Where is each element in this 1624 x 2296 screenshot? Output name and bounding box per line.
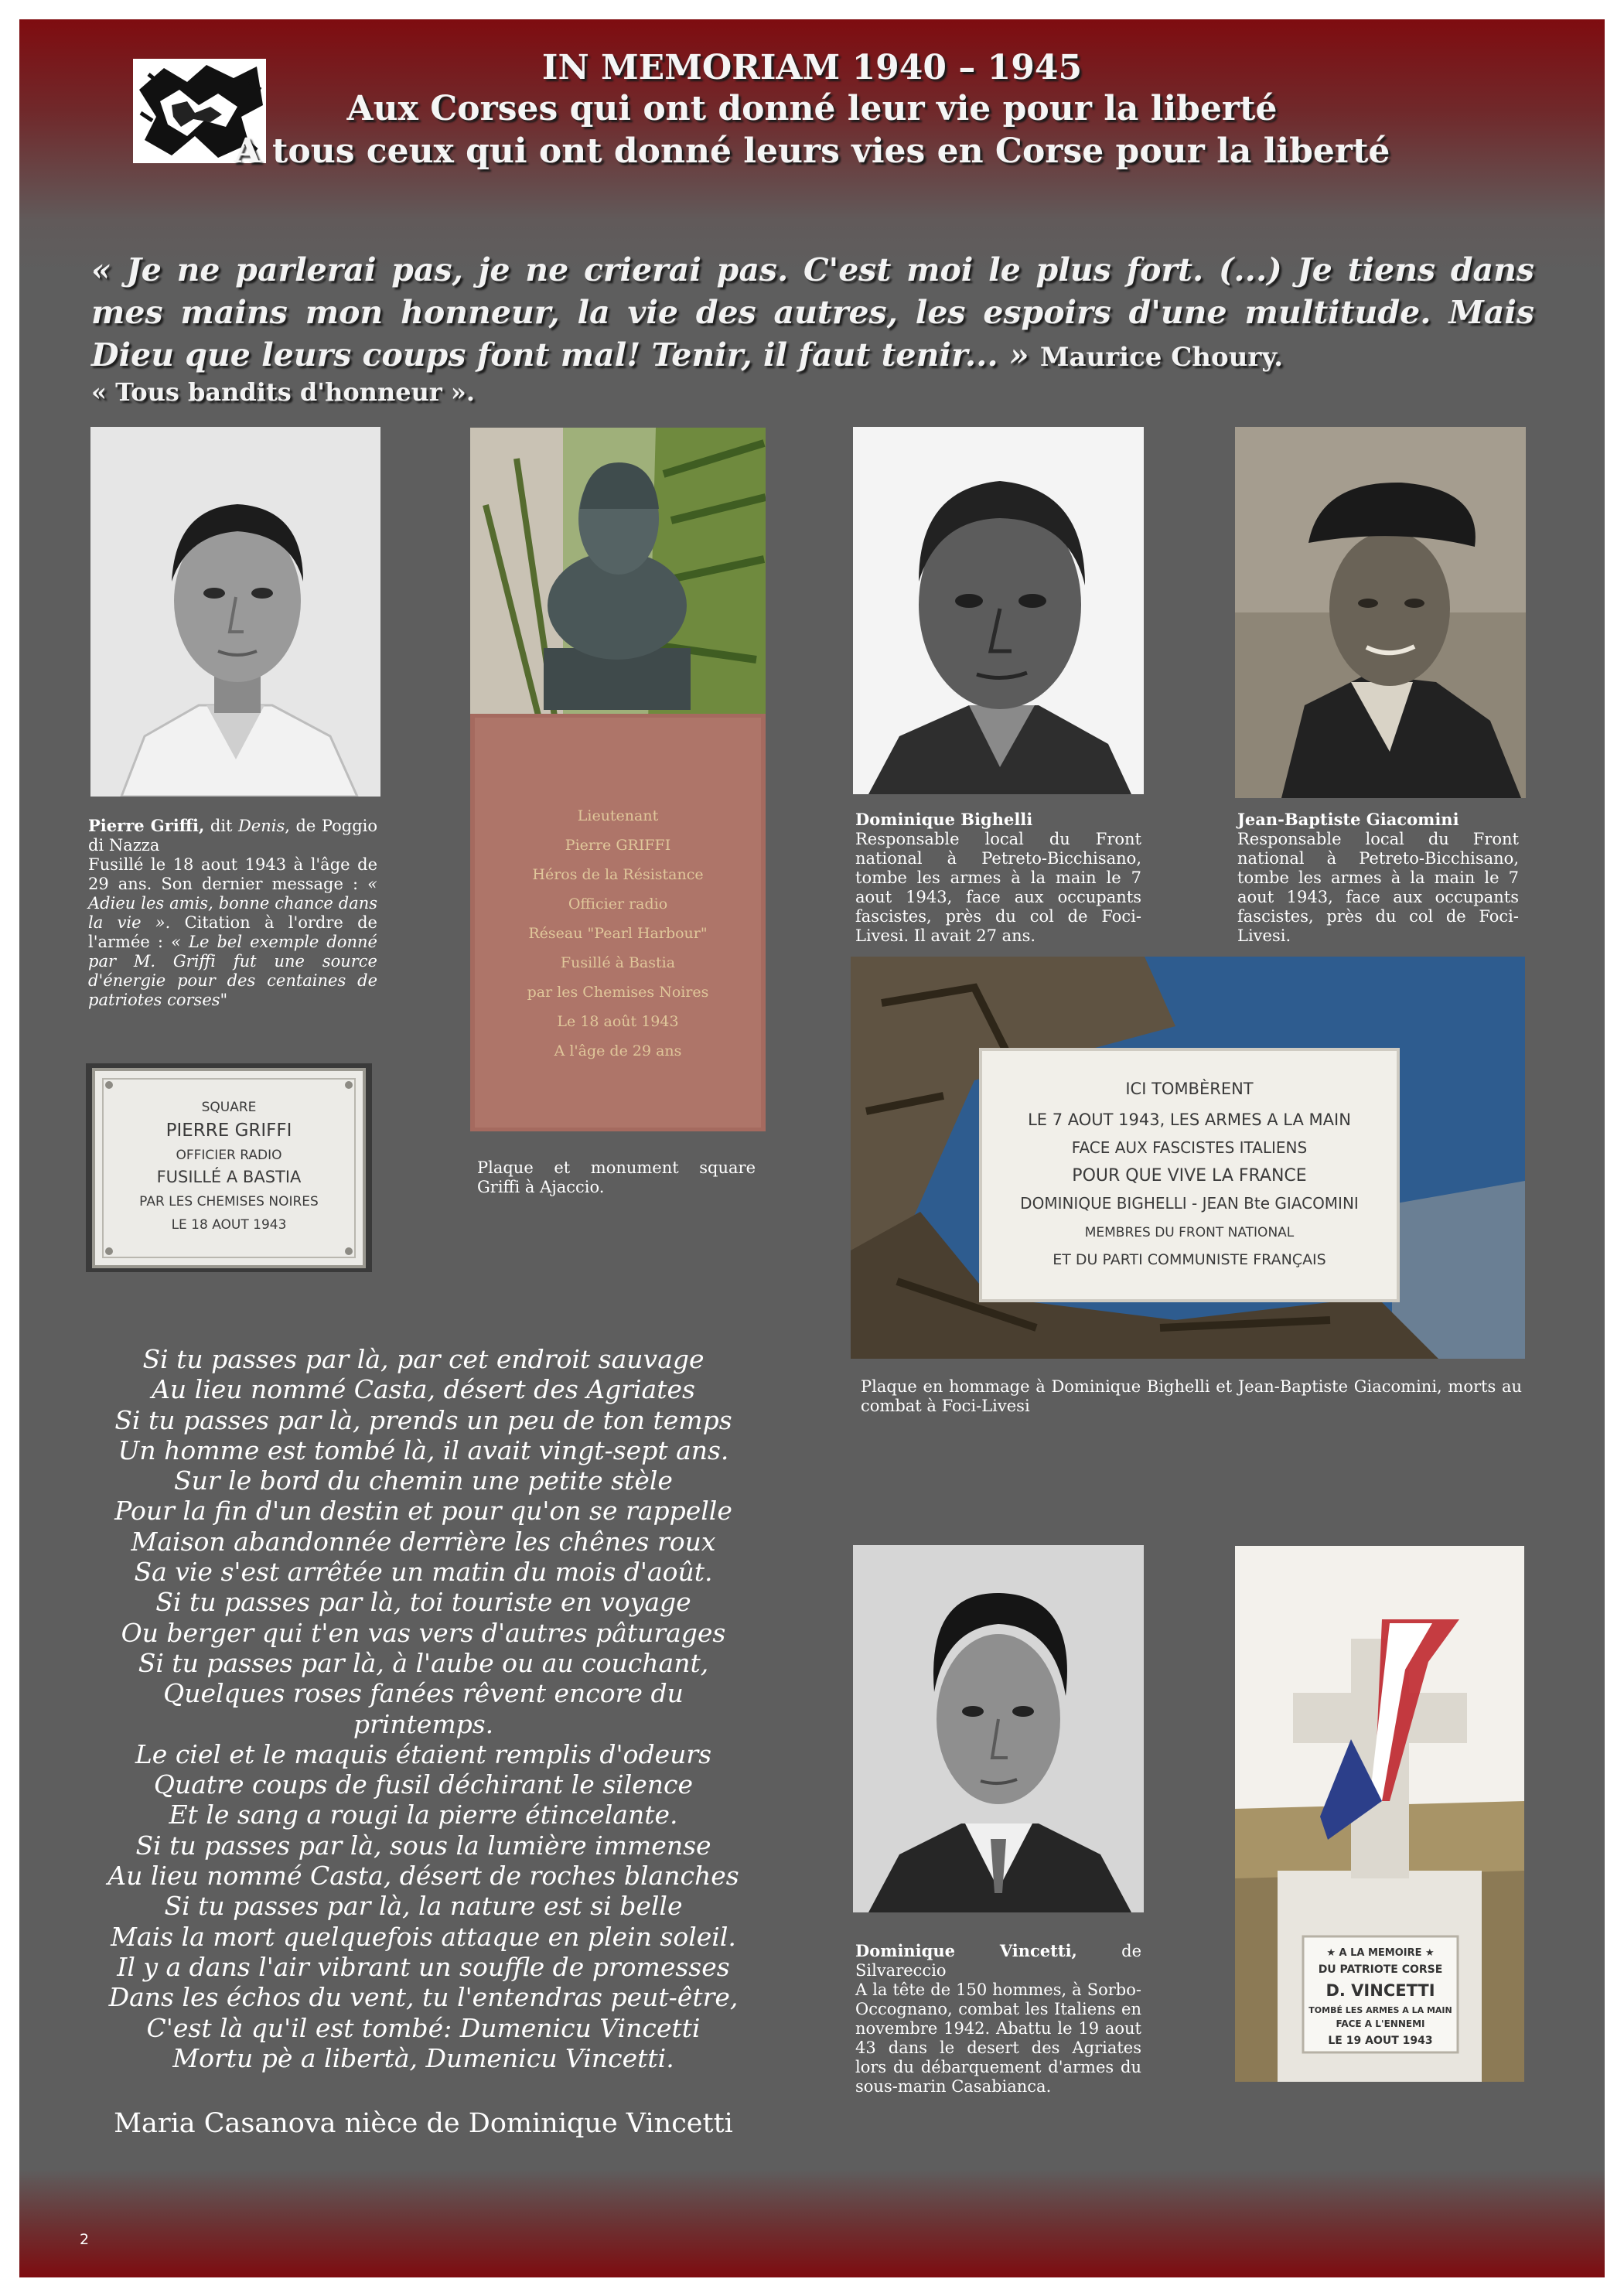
giacomini-name: Jean-Baptiste Giacomini (1237, 810, 1459, 829)
poem-line: C'est là qu'il est tombé: Dumenicu Vincetti (146, 2012, 701, 2043)
poem-line: Si tu passes par là, toi touriste en voyage (155, 1587, 691, 1618)
giacomini-caption (1237, 810, 1519, 946)
monument-line-1: Lieutenant (577, 807, 659, 824)
foci-plaque-line-3: FACE AUX FASCISTES ITALIENS (1071, 1138, 1308, 1157)
monument-line-8: Le 18 août 1943 (557, 1013, 679, 1030)
bighelli-portrait-photo (853, 427, 1144, 794)
vincetti-origin: de Silvareccio (855, 1942, 1141, 1980)
vincetti-name: Dominique Vincetti, (855, 1941, 1077, 1960)
poem-line: Sa vie s'est arrêtée un matin du mois d'août. (134, 1557, 713, 1588)
monument-line-9: A l'âge de 29 ans (554, 1042, 682, 1059)
stele-line-4: TOMBÉ LES ARMES A LA MAIN (1308, 2005, 1452, 2015)
foci-plaque-caption: Plaque en hommage à Dominique Bighelli et Jean-Baptiste Giacomini, morts au combat à Foci-Livesi (861, 1377, 1522, 1415)
stele-line-3: D. VINCETTI (1325, 1981, 1435, 2000)
stele-line-5: FACE A L'ENNEMI (1336, 2018, 1425, 2029)
poem-line: Dans les échos du vent, tu l'entendras peut-être, (108, 1982, 739, 2013)
griffi-citation: Citation à l'ordre de l'armée : (88, 913, 377, 951)
poem-line: Et le sang a rougi la pierre étincelante. (169, 1800, 678, 1830)
monument-line-6: Fusillé à Bastia (560, 954, 676, 971)
poem-line: Maison abandonnée derrière les chênes roux (131, 1526, 716, 1557)
griffi-message: « Adieu les amis, bonne chance dans la vie ». (88, 875, 377, 932)
foci-plaque-line-1: ICI TOMBÈRENT (1125, 1080, 1254, 1098)
quote-text: « Je ne parlerai pas, je ne crierai pas. C'est moi le plus fort. (...) Je tiens dans mes mains mon honneur, la vie des autres, les espoirs d'une multitude. Mais Dieu que leurs coups font mal! Tenir, il faut tenir... » (91, 251, 1534, 374)
monument-caption: Plaque et monument square Griffi à Ajaccio. (477, 1158, 756, 1196)
monument-line-5: Réseau "Pearl Harbour" (528, 925, 708, 942)
square-plaque-line-5: PAR LES CHEMISES NOIRES (139, 1194, 319, 1209)
griffi-caption (88, 816, 377, 1010)
vincetti-text: A la tête de 150 hommes, à Sorbo-Occognano, combat les Italiens en novembre 1942. Abattu le 19 aout 43 dans le desert des Agriates lors du débarquement d'armes du sous-marin Casabianca. (855, 1980, 1141, 2096)
poem-line: Ou berger qui t'en vas vers d'autres pâturages (121, 1617, 726, 1648)
poem-line: Si tu passes par là, prends un peu de ton temps (114, 1404, 732, 1435)
bighelli-caption (855, 810, 1141, 946)
square-plaque-line-3: OFFICIER RADIO (176, 1148, 282, 1163)
foci-plaque-line-6: MEMBRES DU FRONT NATIONAL (1084, 1225, 1295, 1240)
vincetti-portrait-photo (853, 1545, 1144, 1912)
foci-plaque-line-5: DOMINIQUE BIGHELLI - JEAN Bte GIACOMINI (1020, 1194, 1359, 1213)
poem (85, 1344, 762, 2073)
griffi-name: Pierre Griffi, (88, 816, 205, 835)
griffi-alias: Denis (237, 817, 285, 835)
griffi-monument-photo (470, 428, 766, 1131)
quote-block (91, 249, 1534, 379)
foci-plaque-line-2: LE 7 AOUT 1943, LES ARMES A LA MAIN (1028, 1110, 1351, 1129)
square-griffi-plaque-photo (86, 1063, 372, 1272)
stele-line-2: DU PATRIOTE CORSE (1318, 1963, 1443, 1976)
poem-line: Le ciel et le maquis étaient remplis d'odeurs (135, 1738, 712, 1769)
title-line-2: Aux Corses qui ont donné leur vie pour la liberté (346, 89, 1278, 128)
griffi-body: Fusillé le 18 aout 1943 à l'âge de 29 ans. Son dernier message : (88, 855, 377, 893)
poem-signature: Maria Casanova nièce de Dominique Vincetti (114, 2108, 733, 2139)
griffi-portrait-photo (90, 427, 380, 797)
poem-line: Sur le bord du chemin une petite stèle (174, 1465, 673, 1496)
poem-line: Au lieu nommé Casta, désert des Agriates (152, 1374, 695, 1405)
poem-line: Pour la fin d'un destin et pour qu'on se rappelle (114, 1496, 732, 1527)
square-plaque-line-2: PIERRE GRIFFI (165, 1121, 292, 1141)
griffi-dit: dit (210, 817, 233, 835)
vincetti-stele-photo (1235, 1546, 1524, 2082)
bighelli-text: Responsable local du Front national à Petreto-Bicchisano, tombe les armes à la main le 7 aout 1943, face aux occupants fascistes, près du col de Foci-Livesi. Il avait 27 ans. (855, 830, 1141, 945)
stele-line-6: LE 19 AOUT 1943 (1328, 2035, 1433, 2047)
giacomini-portrait-photo (1235, 427, 1526, 798)
page-title: IN MEMORIAM 1940 – 1945 (541, 48, 1083, 87)
square-plaque-line-4: FUSILLÉ A BASTIA (156, 1168, 302, 1186)
poem-line: Mortu pè a libertà, Dumenicu Vincetti. (172, 2042, 674, 2073)
griffi-citation-text: « Le bel exemple donné par M. Griffi fut une source d'énergie pour des centaines de patriotes corses" (88, 933, 377, 1009)
griffi-origin: , de Poggio di Nazza (88, 817, 377, 855)
quote-source: « Tous bandits d'honneur ». (91, 377, 475, 407)
foci-livesi-plaque-photo (851, 957, 1525, 1359)
poem-line: Quatre coups de fusil déchirant le silence (153, 1769, 694, 1800)
poem-line: Au lieu nommé Casta, désert de roches blanches (107, 1861, 739, 1892)
quote-author: Maurice Choury. (1039, 342, 1284, 373)
poem-line: Il y a dans l'air vibrant un souffle de promesses (117, 1951, 730, 1982)
square-plaque-line-1: SQUARE (201, 1100, 257, 1115)
monument-line-4: Officier radio (568, 896, 668, 913)
monument-line-2: Pierre GRIFFI (565, 837, 671, 854)
foci-plaque-line-7: ET DU PARTI COMMUNISTE FRANÇAIS (1053, 1251, 1326, 1268)
vincetti-caption (855, 1941, 1141, 2096)
poem-line: Mais la mort quelquefois attaque en plein soleil. (111, 1921, 736, 1952)
giacomini-text: Responsable local du Front national à Petreto-Bicchisano, tombe les armes à la main le 7 aout 1943, face aux occupants fascistes, près du col de Foci-Livesi. (1237, 830, 1519, 945)
poem-line: Si tu passes par là, sous la lumière immense (135, 1830, 711, 1861)
poem-line: Quelques roses fanées rêvent encore du (163, 1678, 684, 1709)
foci-plaque-line-4: POUR QUE VIVE LA FRANCE (1072, 1166, 1307, 1186)
poem-line: Si tu passes par là, à l'aube ou au couchant, (138, 1647, 709, 1678)
monument-line-7: par les Chemises Noires (527, 984, 709, 1001)
poem-line: Si tu passes par là, la nature est si belle (164, 1891, 683, 1922)
bighelli-name: Dominique Bighelli (855, 810, 1033, 829)
stele-line-1: ★ A LA MEMOIRE ★ (1326, 1947, 1435, 1959)
title-line-3: A tous ceux qui ont donné leurs vies en Corse pour la liberté (234, 131, 1390, 171)
page-number: 2 (80, 2231, 90, 2248)
poem-line: Un homme est tombé là, il avait vingt-sept ans. (118, 1435, 729, 1465)
poem-line: printemps. (353, 1708, 494, 1739)
poem-line: Si tu passes par là, par cet endroit sauvage (142, 1344, 705, 1374)
square-plaque-line-6: LE 18 AOUT 1943 (171, 1217, 287, 1233)
monument-line-3: Héros de la Résistance (532, 866, 704, 883)
